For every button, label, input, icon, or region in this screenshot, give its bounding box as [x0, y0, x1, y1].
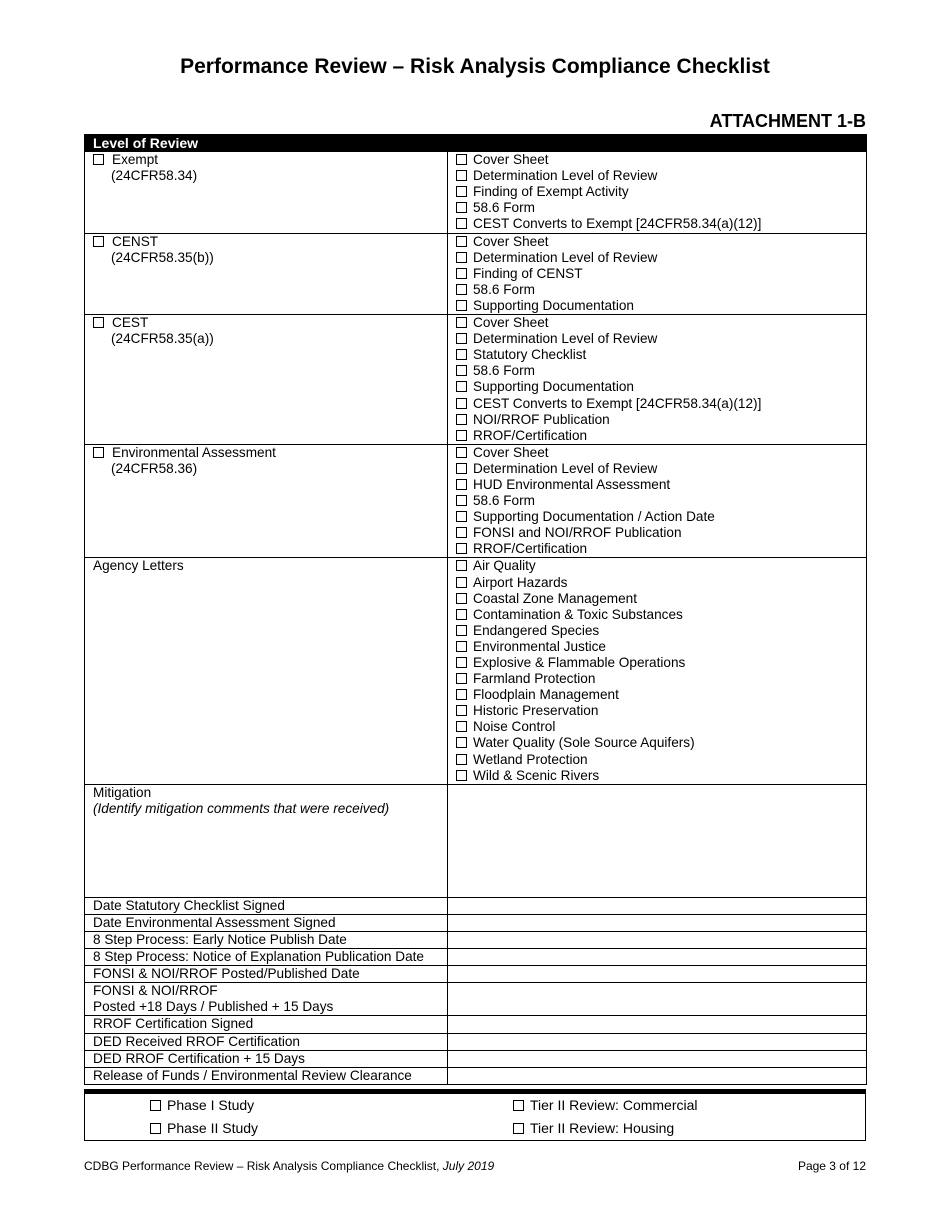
date-value-field[interactable] — [448, 1067, 867, 1084]
level-citation: (24CFR58.35(a)) — [111, 331, 214, 347]
checklist-item[interactable] — [456, 541, 866, 557]
date-label-cell — [85, 1067, 448, 1084]
date-value-field[interactable] — [448, 1033, 867, 1050]
date-row — [85, 914, 867, 931]
checklist-item[interactable] — [456, 282, 866, 298]
checkbox[interactable] — [456, 593, 467, 604]
checklist-item-label: Statutory Checklist — [473, 347, 587, 363]
date-value-field[interactable] — [448, 949, 867, 966]
checklist-item-label: Determination Level of Review — [473, 460, 658, 476]
date-value-field[interactable] — [448, 914, 867, 931]
page-title: Performance Review – Risk Analysis Compliance Checklist — [180, 55, 770, 78]
checklist-item[interactable] — [456, 315, 866, 331]
checklist-item-label: 58.6 Form — [473, 363, 535, 379]
table-header-row — [85, 135, 867, 152]
checkbox[interactable] — [93, 236, 104, 247]
checkbox[interactable] — [456, 641, 467, 652]
mitigation-input[interactable] — [448, 784, 867, 897]
checklist-item-label: Floodplain Management — [473, 687, 619, 703]
tier-housing-label: Tier II Review: Housing — [530, 1120, 675, 1136]
checklist-item[interactable] — [456, 509, 866, 525]
agency-letter-item[interactable] — [456, 735, 866, 751]
agency-letters-items — [448, 558, 867, 784]
checklist-item[interactable] — [456, 412, 866, 428]
date-label: 8 Step Process: Notice of Explanation Publication Date — [93, 949, 424, 965]
table-header: Level of Review — [85, 135, 867, 152]
checklist-item-label: Water Quality (Sole Source Aquifers) — [473, 735, 695, 751]
checklist-item-label: RROF/Certification — [473, 541, 588, 557]
checklist-item[interactable] — [456, 152, 866, 168]
checklist-item-label: Coastal Zone Management — [473, 590, 637, 606]
checkbox[interactable] — [456, 186, 467, 197]
checkbox[interactable] — [456, 202, 467, 213]
checklist-item-label: 58.6 Form — [473, 281, 535, 297]
checkbox[interactable] — [456, 754, 467, 765]
checkbox[interactable] — [456, 625, 467, 636]
phase-2-option[interactable] — [150, 1120, 258, 1136]
date-row — [85, 949, 867, 966]
level-items-cell — [448, 152, 867, 233]
checklist-item-label: Airport Hazards — [473, 574, 568, 590]
checklist-item-label: Farmland Protection — [473, 671, 596, 687]
checklist-item-label: Historic Preservation — [473, 703, 599, 719]
level-row — [85, 152, 867, 233]
date-label: Date Environmental Assessment Signed — [93, 914, 336, 930]
level-name: Environmental Assessment — [112, 444, 276, 460]
phase-2-label: Phase II Study — [167, 1120, 259, 1136]
agency-letter-item[interactable] — [456, 655, 866, 671]
date-label: 8 Step Process: Early Notice Publish Date — [93, 931, 347, 947]
checklist-item[interactable] — [456, 379, 866, 395]
checkbox[interactable] — [456, 154, 467, 165]
checklist-item-label: CEST Converts to Exempt [24CFR58.34(a)(12)] — [473, 395, 762, 411]
level-row — [85, 233, 867, 314]
checkbox[interactable] — [456, 430, 467, 441]
checkbox[interactable] — [150, 1100, 161, 1111]
checklist-item-label: CEST Converts to Exempt [24CFR58.34(a)(12)] — [473, 216, 762, 232]
date-value-field[interactable] — [448, 983, 867, 1016]
checklist-item-label: FONSI and NOI/RROF Publication — [473, 525, 682, 541]
checklist-item-label: Wetland Protection — [473, 751, 588, 767]
checkbox[interactable] — [456, 333, 467, 344]
tier-housing-option[interactable] — [513, 1120, 674, 1136]
mitigation-note: (Identify mitigation comments that were received) — [93, 800, 390, 816]
checkbox[interactable] — [456, 721, 467, 732]
checkbox[interactable] — [456, 381, 467, 392]
date-row — [85, 931, 867, 948]
study-options — [84, 1089, 866, 1141]
checkbox[interactable] — [456, 511, 467, 522]
mitigation-row — [85, 784, 867, 897]
checklist-item[interactable] — [456, 396, 866, 412]
checkbox[interactable] — [456, 317, 467, 328]
checkbox[interactable] — [456, 543, 467, 554]
checklist-item[interactable] — [456, 363, 866, 379]
footer-title: CDBG Performance Review – Risk Analysis Compliance Checklist, — [84, 1159, 443, 1173]
checklist-item[interactable] — [456, 445, 866, 461]
checklist-item-label: Finding of Exempt Activity — [473, 184, 629, 200]
checkbox[interactable] — [513, 1100, 524, 1111]
date-label-cell — [85, 966, 448, 983]
level-citation: (24CFR58.34) — [111, 168, 198, 184]
agency-letter-item[interactable] — [456, 752, 866, 768]
date-label-cell — [85, 1033, 448, 1050]
checklist-item[interactable] — [456, 216, 866, 232]
date-label-cell — [85, 1016, 448, 1033]
checkbox[interactable] — [456, 170, 467, 181]
checklist-item[interactable] — [456, 525, 866, 541]
tier-commercial-option[interactable] — [513, 1097, 698, 1113]
checklist-item-label: Noise Control — [473, 719, 556, 735]
checklist-item-label: RROF/Certification — [473, 427, 588, 443]
level-option[interactable] — [93, 234, 447, 250]
checklist-item[interactable] — [456, 168, 866, 184]
checklist-item[interactable] — [456, 298, 866, 314]
date-label-cell — [85, 949, 448, 966]
checklist-item-label: Cover Sheet — [473, 444, 549, 460]
checkbox[interactable] — [456, 300, 467, 311]
checkbox[interactable] — [456, 365, 467, 376]
date-value-field[interactable] — [448, 931, 867, 948]
checkbox[interactable] — [456, 495, 467, 506]
checkbox[interactable] — [456, 673, 467, 684]
date-label-cell — [85, 1050, 448, 1067]
level-name: Exempt — [112, 152, 159, 168]
level-items-cell — [448, 444, 867, 558]
date-label-cell — [85, 931, 448, 948]
level-option[interactable] — [93, 445, 447, 461]
checklist-item-label: Determination Level of Review — [473, 168, 658, 184]
date-row — [85, 1016, 867, 1033]
checkbox[interactable] — [456, 268, 467, 279]
checklist-item[interactable] — [456, 477, 866, 493]
checkbox[interactable] — [456, 414, 467, 425]
level-option[interactable] — [93, 152, 447, 168]
checkbox[interactable] — [93, 447, 104, 458]
date-label: Date Statutory Checklist Signed — [93, 897, 285, 913]
checklist-item-label: Environmental Justice — [473, 638, 606, 654]
date-value-field[interactable] — [448, 1050, 867, 1067]
level-citation: (24CFR58.36) — [111, 460, 198, 476]
checklist-item-label: HUD Environmental Assessment — [473, 476, 671, 492]
checklist-item[interactable] — [456, 428, 866, 444]
agency-letter-item[interactable] — [456, 558, 866, 574]
level-items-cell — [448, 315, 867, 445]
page-number: Page 3 of 12 — [797, 1159, 866, 1173]
agency-letter-item[interactable] — [456, 703, 866, 719]
level-row — [85, 444, 867, 558]
checklist-item[interactable] — [456, 184, 866, 200]
checklist-item[interactable] — [456, 250, 866, 266]
checklist-item-label: Air Quality — [473, 558, 536, 574]
checklist-item-label: Determination Level of Review — [473, 331, 658, 347]
agency-letter-item[interactable] — [456, 671, 866, 687]
level-cell — [85, 152, 448, 233]
checkbox[interactable] — [456, 447, 467, 458]
date-label: DED Received RROF Certification — [93, 1033, 300, 1049]
agency-letter-item[interactable] — [456, 639, 866, 655]
checkbox[interactable] — [93, 154, 104, 165]
checklist-table — [84, 134, 867, 1085]
checklist-item-label: 58.6 Form — [473, 493, 535, 509]
agency-letter-item[interactable] — [456, 687, 866, 703]
date-label-cell — [85, 897, 448, 914]
date-label: RROF Certification Signed — [93, 1016, 254, 1032]
date-row — [85, 1067, 867, 1084]
level-option[interactable] — [93, 315, 447, 331]
checklist-item[interactable] — [456, 347, 866, 363]
checklist-item-label: Cover Sheet — [473, 315, 549, 331]
checkbox[interactable] — [456, 737, 467, 748]
checkbox[interactable] — [456, 398, 467, 409]
footer-date: July 2019 — [442, 1159, 495, 1173]
checkbox[interactable] — [456, 252, 467, 263]
mitigation-label: Mitigation — [93, 784, 152, 800]
checklist-item-label: Supporting Documentation / Action Date — [473, 509, 715, 525]
checkbox[interactable] — [456, 689, 467, 700]
date-row — [85, 966, 867, 983]
agency-letters-row — [85, 558, 867, 784]
level-name: CENST — [112, 233, 159, 249]
checkbox[interactable] — [456, 560, 467, 571]
checklist-item[interactable] — [456, 234, 866, 250]
mitigation-cell — [85, 784, 448, 897]
date-row — [85, 983, 867, 1016]
checkbox[interactable] — [456, 349, 467, 360]
agency-letter-item[interactable] — [456, 591, 866, 607]
checklist-item-label: NOI/RROF Publication — [473, 411, 610, 427]
checkbox[interactable] — [456, 479, 467, 490]
checklist-item-label: Contamination & Toxic Substances — [473, 606, 683, 622]
checklist-item-label: Determination Level of Review — [473, 249, 658, 265]
checklist-item[interactable] — [456, 331, 866, 347]
footer-left — [84, 1159, 494, 1173]
level-citation: (24CFR58.35(b)) — [111, 249, 214, 265]
level-cell — [85, 444, 448, 558]
checklist-item[interactable] — [456, 200, 866, 216]
checkbox[interactable] — [456, 609, 467, 620]
agency-letter-item[interactable] — [456, 768, 866, 784]
tier-commercial-label: Tier II Review: Commercial — [530, 1097, 698, 1113]
level-cell — [85, 315, 448, 445]
checkbox[interactable] — [513, 1123, 524, 1134]
date-label-cell — [85, 983, 448, 1016]
date-row — [85, 1033, 867, 1050]
date-value-field[interactable] — [448, 966, 867, 983]
phase-1-option[interactable] — [150, 1097, 254, 1113]
checklist-item[interactable] — [456, 493, 866, 509]
date-value-field[interactable] — [448, 1016, 867, 1033]
level-row — [85, 315, 867, 445]
checklist-item-label: Finding of CENST — [473, 265, 583, 281]
agency-letter-item[interactable] — [456, 719, 866, 735]
checklist-item[interactable] — [456, 461, 866, 477]
checklist-item-label: Wild & Scenic Rivers — [473, 767, 600, 783]
checklist-item-label: Supporting Documentation — [473, 379, 634, 395]
checklist-item-label: 58.6 Form — [473, 200, 535, 216]
level-cell — [85, 233, 448, 314]
date-label: FONSI & NOI/RROF — [93, 983, 218, 999]
checklist-item-label: Cover Sheet — [473, 152, 549, 168]
date-label-cell — [85, 914, 448, 931]
checkbox[interactable] — [456, 770, 467, 781]
agency-letters-label: Agency Letters — [85, 558, 448, 784]
checkbox[interactable] — [456, 577, 467, 588]
checklist-item-label: Explosive & Flammable Operations — [473, 655, 686, 670]
checklist-item-label: Supporting Documentation — [473, 297, 634, 313]
checkbox[interactable] — [456, 705, 467, 716]
date-label: FONSI & NOI/RROF Posted/Published Date — [93, 966, 360, 982]
checkbox[interactable] — [456, 463, 467, 474]
date-label: Posted +18 Days / Published + 15 Days — [93, 999, 334, 1015]
date-label: Release of Funds / Environmental Review Clearance — [93, 1067, 412, 1083]
agency-letter-item[interactable] — [456, 623, 866, 639]
checkbox[interactable] — [456, 284, 467, 295]
date-row — [85, 897, 867, 914]
checkbox[interactable] — [150, 1123, 161, 1134]
level-items-cell — [448, 233, 867, 314]
agency-letter-item[interactable] — [456, 575, 866, 591]
attachment-label: ATTACHMENT 1-B — [709, 111, 866, 131]
checkbox[interactable] — [93, 317, 104, 328]
date-row — [85, 1050, 867, 1067]
phase-1-label: Phase I Study — [167, 1097, 255, 1113]
checkbox[interactable] — [456, 236, 467, 247]
checkbox[interactable] — [456, 657, 467, 668]
checklist-item[interactable] — [456, 266, 866, 282]
checklist-item-label: Endangered Species — [473, 622, 600, 638]
checkbox[interactable] — [456, 218, 467, 229]
date-label: DED RROF Certification + 15 Days — [93, 1050, 305, 1066]
level-name: CEST — [112, 315, 149, 331]
checkbox[interactable] — [456, 527, 467, 538]
checklist-item-label: Cover Sheet — [473, 233, 549, 249]
agency-letter-item[interactable] — [456, 607, 866, 623]
date-value-field[interactable] — [448, 897, 867, 914]
